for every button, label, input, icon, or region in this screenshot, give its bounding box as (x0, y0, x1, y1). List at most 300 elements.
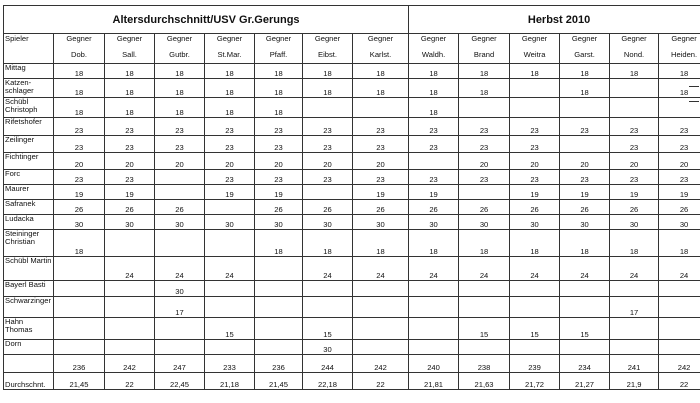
age-cell (54, 257, 105, 281)
age-cell: 23 (409, 170, 459, 185)
age-cell: 23 (255, 118, 303, 136)
column-header-opponent (510, 34, 560, 64)
player-row (4, 170, 700, 185)
age-cell: 23 (54, 118, 105, 136)
age-cell: 23 (54, 136, 105, 153)
age-cell: 23 (205, 170, 255, 185)
age-cell: 23 (659, 136, 700, 153)
age-cell: 26 (303, 200, 353, 215)
age-cell: 23 (105, 118, 155, 136)
player-row (4, 281, 700, 297)
header-row (4, 34, 700, 64)
age-cell (459, 281, 510, 297)
sum-label (4, 355, 54, 373)
age-cell: 18 (255, 64, 303, 79)
age-cell (409, 340, 459, 355)
column-header-opponent (459, 34, 510, 64)
player-name: Mittag (4, 64, 54, 79)
age-cell: 24 (610, 257, 659, 281)
opponent-name: Eibst. (318, 50, 337, 59)
age-cell (155, 170, 205, 185)
age-cell (205, 200, 255, 215)
age-cell (353, 340, 409, 355)
age-cell: 18 (459, 64, 510, 79)
age-cell: 18 (610, 64, 659, 79)
age-cell (610, 281, 659, 297)
age-cell: 18 (54, 64, 105, 79)
opponent-name: Waldh. (421, 50, 446, 59)
age-cell: 26 (155, 200, 205, 215)
age-cell: 20 (459, 153, 510, 170)
age-cell (303, 98, 353, 118)
age-cell (459, 185, 510, 200)
age-cell: 19 (353, 185, 409, 200)
player-name: Zeilinger (4, 136, 54, 153)
table-title-left: Altersdurchschnitt/USV Gr.Gerungs (4, 6, 409, 34)
opponent-label: Gegner (671, 34, 697, 43)
player-name: Rifetshofer (4, 118, 54, 136)
age-cell (659, 281, 700, 297)
age-cell: 18 (155, 79, 205, 98)
age-cell (560, 340, 610, 355)
age-cell (659, 340, 700, 355)
age-cell (303, 185, 353, 200)
age-cell: 20 (510, 153, 560, 170)
player-name: Ludacka (4, 215, 54, 230)
age-cell (610, 79, 659, 98)
player-row (4, 257, 700, 281)
age-cell: 18 (205, 64, 255, 79)
age-cell: 30 (155, 215, 205, 230)
opponent-name: St.Mar. (217, 50, 242, 59)
age-cell: 18 (255, 98, 303, 118)
age-cell (105, 297, 155, 318)
average-cell: 22,18 (303, 373, 353, 390)
age-cell (205, 230, 255, 257)
age-cell (353, 297, 409, 318)
opponent-name: Gutbr. (169, 50, 190, 59)
player-row (4, 340, 700, 355)
age-cell: 23 (659, 170, 700, 185)
age-cell (510, 79, 560, 98)
age-cell: 18 (54, 79, 105, 98)
opponent-label: Gegner (166, 34, 193, 43)
age-cell: 18 (255, 79, 303, 98)
average-cell: 21,45 (255, 373, 303, 390)
age-cell: 18 (303, 79, 353, 98)
sum-row (4, 355, 700, 373)
age-cell: 23 (459, 118, 510, 136)
age-cell (205, 281, 255, 297)
age-cell: 23 (560, 170, 610, 185)
age-cell: 19 (560, 185, 610, 200)
age-cell: 23 (105, 136, 155, 153)
age-cell: 24 (353, 257, 409, 281)
age-cell: 23 (303, 136, 353, 153)
age-cell: 30 (105, 215, 155, 230)
age-cell (255, 257, 303, 281)
age-cell: 18 (105, 98, 155, 118)
age-cell: 26 (105, 200, 155, 215)
opponent-label: Gegner (66, 34, 92, 43)
player-row (4, 153, 700, 170)
age-cell: 26 (54, 200, 105, 215)
age-cell: 30 (54, 215, 105, 230)
age-cell (610, 340, 659, 355)
age-cell: 20 (560, 153, 610, 170)
column-header-opponent (303, 34, 353, 64)
player-name: Bayerl Basti (4, 281, 54, 297)
age-cell: 18 (459, 79, 510, 98)
player-row (4, 200, 700, 215)
age-cell: 18 (510, 230, 560, 257)
sum-cell: 239 (510, 355, 560, 373)
age-average-table (3, 5, 700, 390)
age-cell: 26 (610, 200, 659, 215)
age-cell: 15 (205, 318, 255, 340)
age-cell: 30 (255, 215, 303, 230)
age-cell (459, 98, 510, 118)
column-header-opponent (105, 34, 155, 64)
age-cell (560, 98, 610, 118)
age-cell (205, 297, 255, 318)
column-header-opponent (205, 34, 255, 64)
opponent-label: Gegner (265, 34, 292, 43)
opponent-label: Gegner (471, 34, 497, 43)
age-cell: 20 (205, 153, 255, 170)
opponent-label: Gegner (420, 34, 447, 43)
column-header-opponent (659, 34, 700, 64)
age-cell: 26 (409, 200, 459, 215)
sum-cell: 247 (155, 355, 205, 373)
age-cell: 20 (105, 153, 155, 170)
age-cell: 30 (610, 215, 659, 230)
age-cell: 23 (303, 118, 353, 136)
age-cell: 15 (510, 318, 560, 340)
average-cell: 21,72 (510, 373, 560, 390)
age-cell: 23 (610, 170, 659, 185)
age-cell: 18 (459, 230, 510, 257)
opponent-label: Gegner (314, 34, 341, 43)
age-cell (105, 230, 155, 257)
age-cell: 23 (255, 136, 303, 153)
opponent-name: Heiden. (670, 50, 698, 59)
age-cell: 23 (510, 118, 560, 136)
age-cell (255, 281, 303, 297)
age-cell: 30 (303, 215, 353, 230)
age-cell: 24 (205, 257, 255, 281)
column-header-player: Spieler (4, 34, 54, 64)
age-cell (560, 136, 610, 153)
age-cell: 18 (560, 79, 610, 98)
player-row (4, 118, 700, 136)
age-cell: 19 (54, 185, 105, 200)
age-cell: 20 (659, 153, 700, 170)
age-cell: 23 (353, 170, 409, 185)
age-cell: 18 (303, 230, 353, 257)
age-cell (510, 297, 560, 318)
age-cell: 26 (459, 200, 510, 215)
age-cell: 19 (510, 185, 560, 200)
age-cell (659, 318, 700, 340)
age-cell (54, 318, 105, 340)
opponent-name: Brand (473, 50, 495, 59)
player-row (4, 98, 700, 118)
age-cell (54, 281, 105, 297)
player-row (4, 136, 700, 153)
age-cell: 24 (560, 257, 610, 281)
opponent-name: Sall. (122, 50, 137, 59)
player-name: Katzen-schlager (4, 79, 54, 98)
opponent-label: Gegner (571, 34, 598, 43)
sum-cell: 242 (659, 355, 700, 373)
age-cell: 30 (560, 215, 610, 230)
sum-cell: 236 (255, 355, 303, 373)
player-row (4, 297, 700, 318)
sum-cell: 234 (560, 355, 610, 373)
opponent-label: Gegner (116, 34, 143, 43)
age-cell: 18 (54, 230, 105, 257)
age-cell: 23 (303, 170, 353, 185)
age-cell: 23 (610, 118, 659, 136)
average-label: Durchschnt. (4, 373, 54, 390)
age-cell: 18 (205, 79, 255, 98)
table-title-right: Herbst 2010 (409, 6, 700, 34)
player-name: Hahn Thomas (4, 318, 54, 340)
sum-cell: 242 (105, 355, 155, 373)
sum-cell: 242 (353, 355, 409, 373)
age-cell: 18 (409, 79, 459, 98)
age-cell: 26 (353, 200, 409, 215)
age-cell: 24 (105, 257, 155, 281)
average-cell: 21,18 (205, 373, 255, 390)
age-cell (610, 98, 659, 118)
player-name: Schübl Martin (4, 257, 54, 281)
column-header-opponent (155, 34, 205, 64)
age-cell (409, 153, 459, 170)
age-cell: 19 (659, 185, 700, 200)
column-header-opponent (54, 34, 105, 64)
age-cell: 23 (510, 136, 560, 153)
age-cell (303, 281, 353, 297)
player-name: Schübl Christoph (4, 98, 54, 118)
age-cell: 18 (659, 64, 700, 79)
age-cell (353, 98, 409, 118)
age-cell (155, 340, 205, 355)
age-cell: 20 (303, 153, 353, 170)
player-row (4, 64, 700, 79)
sum-cell: 236 (54, 355, 105, 373)
age-cell: 18 (303, 64, 353, 79)
player-name: Safranek (4, 200, 54, 215)
opponent-name: Weitra (523, 50, 546, 59)
age-cell: 18 (205, 98, 255, 118)
age-cell: 18 (560, 230, 610, 257)
average-row (4, 373, 700, 390)
age-cell: 18 (54, 98, 105, 118)
player-name: Dorn (4, 340, 54, 355)
age-cell: 18 (560, 64, 610, 79)
age-cell (610, 318, 659, 340)
age-cell: 18 (353, 230, 409, 257)
age-cell: 24 (510, 257, 560, 281)
age-cell: 23 (409, 118, 459, 136)
opponent-name: Karlst. (369, 50, 392, 59)
player-row (4, 318, 700, 340)
age-cell: 23 (155, 118, 205, 136)
age-cell (155, 230, 205, 257)
age-cell: 23 (54, 170, 105, 185)
sum-cell: 238 (459, 355, 510, 373)
age-cell: 26 (659, 200, 700, 215)
age-cell: 18 (409, 98, 459, 118)
player-name: Steininger Christian (4, 230, 54, 257)
opponent-label: Gegner (216, 34, 243, 43)
age-cell (255, 340, 303, 355)
age-cell (155, 318, 205, 340)
opponent-name: Pfaff. (269, 50, 288, 59)
age-cell: 30 (409, 215, 459, 230)
age-cell: 19 (409, 185, 459, 200)
age-cell: 23 (610, 136, 659, 153)
average-cell: 22 (659, 373, 700, 390)
age-cell: 18 (659, 79, 700, 98)
age-cell: 18 (659, 230, 700, 257)
age-cell: 23 (255, 170, 303, 185)
age-cell: 24 (459, 257, 510, 281)
sum-cell: 240 (409, 355, 459, 373)
age-cell: 24 (303, 257, 353, 281)
age-cell (105, 340, 155, 355)
age-cell: 24 (155, 257, 205, 281)
age-cell: 18 (409, 230, 459, 257)
age-cell: 23 (353, 136, 409, 153)
average-cell: 22,45 (155, 373, 205, 390)
age-cell: 18 (510, 64, 560, 79)
age-cell (105, 281, 155, 297)
sum-cell: 244 (303, 355, 353, 373)
age-cell: 26 (510, 200, 560, 215)
age-cell: 19 (610, 185, 659, 200)
sum-cell: 233 (205, 355, 255, 373)
age-cell (303, 297, 353, 318)
age-cell: 26 (560, 200, 610, 215)
age-cell (353, 318, 409, 340)
age-cell: 18 (155, 64, 205, 79)
age-cell (560, 281, 610, 297)
column-header-opponent (353, 34, 409, 64)
age-cell: 23 (105, 170, 155, 185)
opponent-label: Gegner (521, 34, 548, 43)
age-cell (409, 281, 459, 297)
opponent-label: Gegner (367, 34, 394, 43)
column-header-opponent (560, 34, 610, 64)
column-header-opponent (255, 34, 303, 64)
player-row (4, 215, 700, 230)
age-cell: 18 (105, 64, 155, 79)
age-cell: 26 (255, 200, 303, 215)
age-cell: 23 (560, 118, 610, 136)
age-cell: 18 (353, 64, 409, 79)
age-cell (409, 297, 459, 318)
age-cell: 30 (459, 215, 510, 230)
age-cell: 23 (155, 136, 205, 153)
age-cell: 24 (409, 257, 459, 281)
age-cell (510, 98, 560, 118)
opponent-name: Garst. (574, 50, 595, 59)
age-cell: 18 (105, 79, 155, 98)
average-cell: 21,45 (54, 373, 105, 390)
age-cell (54, 297, 105, 318)
age-cell (560, 297, 610, 318)
age-cell (255, 318, 303, 340)
age-cell: 20 (155, 153, 205, 170)
age-cell (205, 340, 255, 355)
age-cell: 23 (205, 136, 255, 153)
age-cell: 23 (510, 170, 560, 185)
age-cell: 24 (659, 257, 700, 281)
age-cell: 30 (205, 215, 255, 230)
age-cell: 17 (155, 297, 205, 318)
opponent-name: Nond. (623, 50, 645, 59)
average-cell: 22 (353, 373, 409, 390)
age-cell: 30 (303, 340, 353, 355)
average-cell: 21,81 (409, 373, 459, 390)
age-cell: 15 (303, 318, 353, 340)
age-cell: 18 (610, 230, 659, 257)
age-cell: 23 (205, 118, 255, 136)
average-cell: 21,63 (459, 373, 510, 390)
age-cell: 23 (659, 118, 700, 136)
age-cell: 15 (560, 318, 610, 340)
player-row (4, 230, 700, 257)
age-cell (353, 281, 409, 297)
average-cell: 21,9 (610, 373, 659, 390)
player-name: Fichtinger (4, 153, 54, 170)
player-name: Forc (4, 170, 54, 185)
age-cell (255, 297, 303, 318)
age-cell: 30 (659, 215, 700, 230)
age-cell: 23 (353, 118, 409, 136)
player-name: Schwarzinger (4, 297, 54, 318)
age-cell: 20 (610, 153, 659, 170)
age-cell (155, 185, 205, 200)
player-row (4, 185, 700, 200)
age-cell (54, 340, 105, 355)
age-cell: 18 (353, 79, 409, 98)
age-cell: 23 (459, 136, 510, 153)
age-cell: 15 (459, 318, 510, 340)
age-cell: 30 (510, 215, 560, 230)
opponent-label: Gegner (621, 34, 647, 43)
age-cell (510, 281, 560, 297)
age-cell (459, 297, 510, 318)
table-edge-line (689, 101, 699, 102)
column-header-opponent (409, 34, 459, 64)
age-cell: 23 (459, 170, 510, 185)
age-cell: 20 (54, 153, 105, 170)
age-cell (409, 318, 459, 340)
opponent-name: Dob. (70, 50, 88, 59)
average-cell: 22 (105, 373, 155, 390)
age-cell: 17 (610, 297, 659, 318)
age-cell: 19 (105, 185, 155, 200)
age-cell (659, 297, 700, 318)
age-cell: 30 (155, 281, 205, 297)
age-cell: 18 (255, 230, 303, 257)
age-cell: 19 (205, 185, 255, 200)
age-cell: 18 (409, 64, 459, 79)
